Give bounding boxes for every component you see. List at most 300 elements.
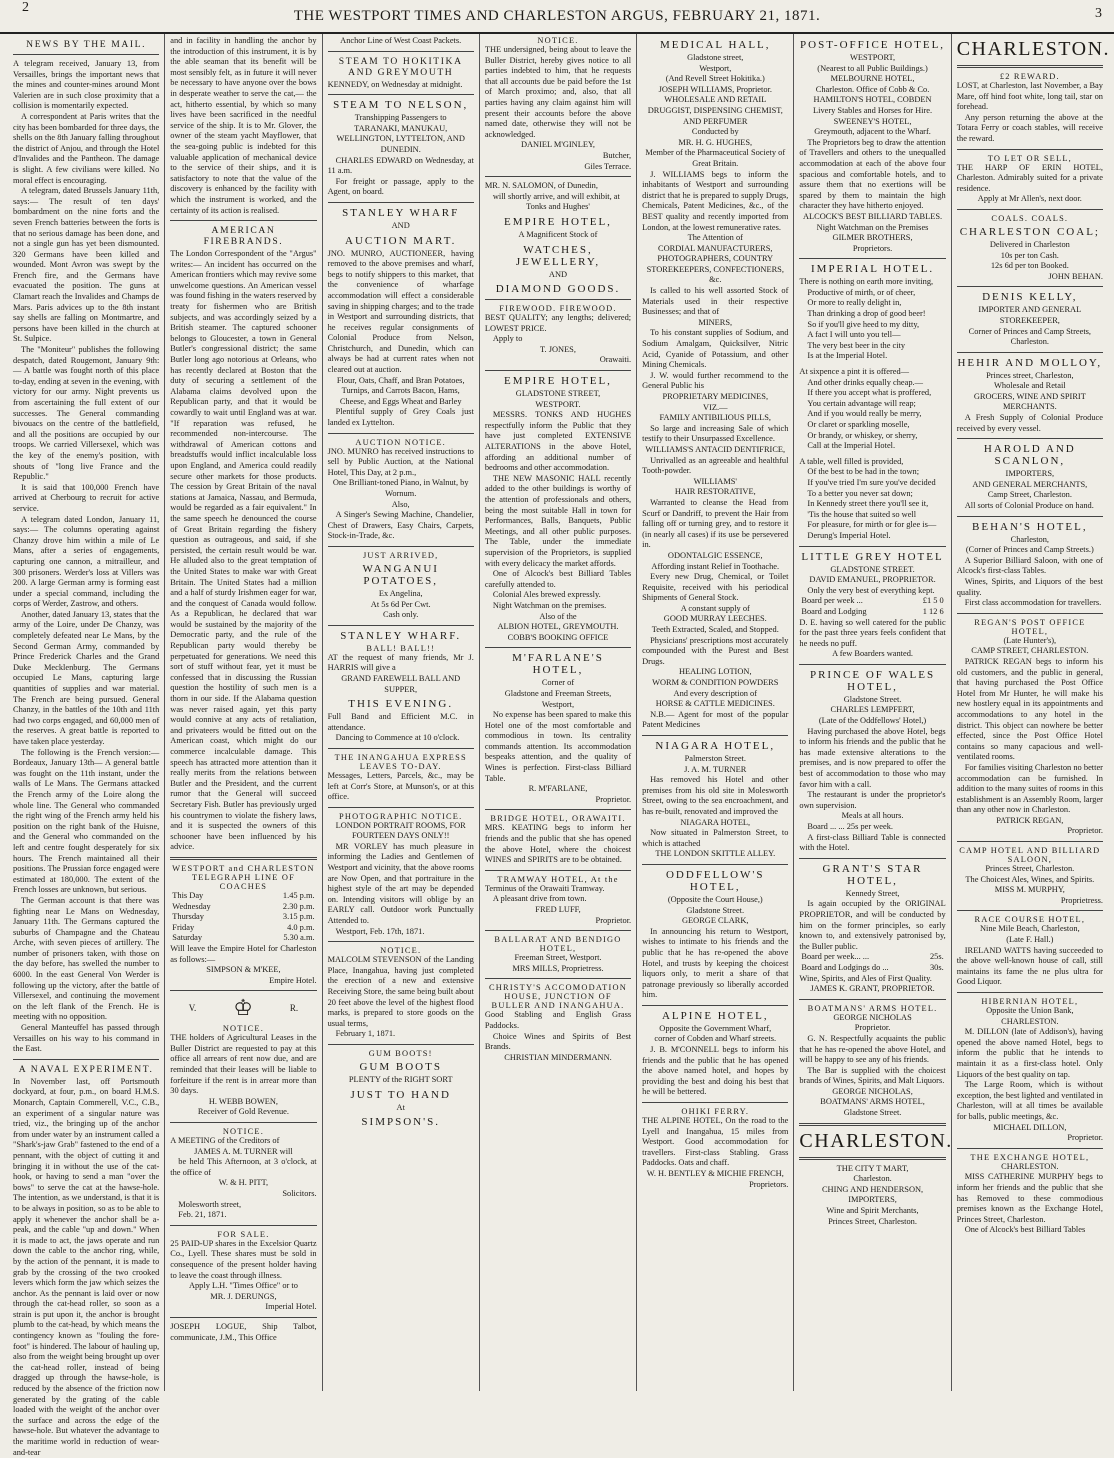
ad-text: Board ... ... 25s per week.	[807, 822, 893, 831]
ad-heading: OHIKI FERRY.	[681, 1107, 750, 1117]
coach-ad-sub: COACHES	[219, 881, 268, 891]
ad-text: Member of the Pharmaceutical Society of Great Britain.	[645, 148, 786, 168]
ad-text: Having purchased the above Hotel, begs to inform his friends and the public that he has made extensive alterations to the premises, and is now prepared to offer the best of accommodation to those who may favor him with a call.	[799, 726, 946, 789]
divider	[328, 1044, 474, 1045]
ad-text: And every description of	[673, 688, 758, 698]
verse-line: Than drinking a drop of good beer!	[807, 309, 926, 319]
ad-text: Only the very best of everything kept.	[807, 585, 935, 595]
divider	[957, 992, 1103, 993]
ad-heading: BALLARAT AND BENDIGO HOTEL,	[494, 935, 622, 954]
ad-text: DAVID EMANUEL, PROPRIETOR.	[809, 575, 936, 585]
ad-text: J. W. would further recommend to the General Public his	[642, 370, 789, 391]
ad-text: Conducted by	[691, 127, 739, 137]
coach-note: Will leave the Empire Hotel for Charleston as follows:—	[170, 943, 317, 964]
ad-text: Proprietor.	[595, 915, 632, 925]
ad-heading: STANLEY WHARF.	[340, 629, 462, 642]
ad-text: GOOD MURRAY LEECHES.	[663, 614, 767, 624]
ad-text: Choice Wines and Spirits of Best Brands.	[484, 1031, 632, 1052]
ad-text: Freeman Street, Westport.	[514, 953, 602, 963]
royal-crest	[170, 995, 316, 1021]
ad-text: ALCOCK'S BEST BILLIARD TABLES.	[802, 211, 943, 221]
ad-text: Now situated in Palmerston Street, to which is attached	[642, 828, 789, 848]
ad-heading: AUCTION MART.	[345, 234, 457, 247]
table-row	[170, 923, 316, 934]
ad-text: Colonial Ales brewed expressly.	[492, 590, 601, 600]
ad-text: Teeth Extracted, Scaled, and Stopped.	[651, 625, 779, 635]
divider	[485, 870, 631, 871]
divider	[485, 930, 631, 931]
for-sale-apply: Apply L.H. "Times Office" or to	[188, 1281, 298, 1291]
article-paragraph: It is said that 100,000 French have arrived at Cherbourg to recruit for active service.	[13, 482, 160, 513]
ad-text: Proprietress.	[1060, 895, 1103, 905]
ad-text: Physicians' prescriptions most accurately compounded with the Purest and Best Drugs.	[642, 635, 789, 666]
notice-name: JAMES A. M. TURNER will	[194, 1146, 293, 1156]
verse-line: Of the best to be had in the town;	[807, 467, 920, 477]
ad-text: Westport,	[541, 699, 575, 709]
ad-text: J. B. M'CONNELL begs to inform his friends and the public that he has opened the above named hotel, and hopes by providing the best and doing his best that he will be bettered.	[642, 1045, 789, 1097]
ad-text: A constant supply of	[680, 603, 750, 613]
imperial-verse	[799, 277, 945, 541]
ad-text: MELBOURNE HOTEL,	[830, 74, 915, 84]
logue-notice: JOSEPH LOGUE, Ship Talbot, communicate, J.M., This Office	[170, 1321, 317, 1342]
ad-text: (Late F. Hall.)	[1006, 935, 1054, 945]
ad-text: W. H. BENTLEY & MICHIE FRENCH,	[646, 1169, 784, 1178]
ad-text: AND	[391, 220, 410, 230]
divider	[328, 748, 474, 749]
ad-text: Gladstone street,	[687, 53, 744, 62]
ad-text: WILLIAMS'	[693, 476, 737, 486]
ad-text: Terminus of the Orawaiti Tramway.	[484, 883, 605, 893]
article-paragraph: and in facility in handling the anchor by the introduction of this instrument, it is by the able seaman that its benefit will be most sensibly felt, as in future it will never be necessary to have anyone over the bows in desperate weather to serve the cat,— the act, hitherto essential, by which so many lives have been sacrificed in the needful service of the ship. It is to Mr. Glover, the owner of the steam yacht Mayflower, that the sea-going public is indebted for this valuable application of mechanical device to the service of their ships, and it is satisfactory to note that the value of the discovery is enhanced by the facility with which the instrument is worked, and the certainty of its action is realised.	[170, 36, 317, 215]
ad-text: Proprietor.	[595, 794, 632, 804]
ad-heading: EMPIRE HOTEL,	[504, 215, 612, 228]
ad-text: MINERS,	[698, 317, 733, 327]
timetable-time: 3.15 p.m.	[282, 912, 315, 922]
ad-text: Gladstone Street.	[843, 694, 902, 704]
ad-text: One of Alcock's best Billiard Tables	[964, 1225, 1086, 1235]
ad-text: IRELAND WATTS having succeeded to the above well-known house of call, still maintains its fame the ne plus ultra for Good Liquor.	[956, 945, 1103, 987]
ad-text: Greymouth, adjacent to the Wharf.	[814, 127, 931, 137]
column-3	[323, 34, 480, 1391]
ad-text: Full Band and Efficient M.C. in attendance.	[327, 712, 474, 732]
for-sale-name: MR. J. DERUNGS,	[210, 1291, 277, 1301]
ad-text: JNO. MUNRO has received instructions to sell by Public Auction, at the National Hotel, This Day, at 2 p.m.,	[327, 446, 474, 477]
column-7	[952, 34, 1111, 1391]
ad-heading: £2 REWARD.	[999, 72, 1060, 81]
ad-text: At 5s 6d Per Cwt.	[370, 599, 431, 609]
ad-text: Gladstone and Freeman Streets,	[504, 688, 612, 698]
ad-heading: M'FARLANE'S HOTEL,	[512, 652, 604, 677]
ad-text: THE CITY T MART,	[836, 1163, 909, 1173]
ad-text: CHING AND HENDERSON, IMPORTERS,	[821, 1184, 924, 1205]
ad-heading: POST-OFFICE HOTEL,	[800, 39, 946, 51]
ad-text: CORDIAL MANUFACTURERS, PHOTOGRAPHERS, COUNTRY STOREKEEPERS, CONFECTIONERS, &c.	[646, 243, 784, 285]
ad-text: AND GENERAL MERCHANTS,	[972, 479, 1088, 489]
ad-text: A Singer's Sewing Machine, Chandelier, Chest of Drawers, Easy Chairs, Carpets, Stock-in-Trade, &c.	[327, 510, 474, 541]
ad-text: The Large Room, which is without exception, the best lighted and ventilated in Charleston, will at all times be available for balls, public meetings, &c.	[956, 1080, 1103, 1121]
notice-title: NOTICE.	[222, 1127, 265, 1137]
heading-naval-experiment: A NAVAL EXPERIMENT.	[18, 1063, 154, 1075]
crest-letter-v: V.	[188, 1003, 197, 1014]
ad-text: GROCERS, WINE AND SPIRIT MERCHANTS.	[973, 391, 1086, 412]
timetable-day: Saturday	[172, 933, 203, 943]
notice-signature: H. WEBB BOWEN,	[208, 1096, 278, 1106]
ad-text: Kennedy Street,	[845, 888, 900, 898]
ad-text: A Magnificent Stock of	[518, 229, 598, 239]
divider	[170, 857, 316, 860]
ad-text: Opposite the Union Bank,	[986, 1006, 1074, 1015]
divider	[957, 286, 1103, 287]
ad-text: Proprietor.	[1067, 826, 1103, 836]
notice-date: Feb. 21, 1871.	[178, 1210, 227, 1220]
divider	[485, 176, 631, 177]
ad-text: CHARLES EDWARD on Wednesday, at 11 a.m.	[327, 155, 474, 176]
article-paragraph: General Manteuffel has passed through Versailles on his way to his command in the East.	[13, 1023, 160, 1054]
ad-text: Westport, Feb. 17th, 1871.	[335, 926, 425, 936]
ad-text: Princes Street, Charleston.	[828, 1216, 917, 1226]
ad-text: Affording instant Relief in Toothache.	[651, 561, 780, 571]
ad-heading: GRANT'S STAR HOTEL,	[822, 862, 923, 887]
ad-text: Night Watchman on the Premises	[816, 222, 929, 232]
ad-heading: STEAM TO NELSON,	[333, 99, 469, 112]
ad-text: Charleston.	[1010, 337, 1050, 347]
timetable-day: Thursday	[172, 912, 204, 922]
article-paragraph: The "Moniteur" publishes the following despatch, dated Rougemont, January 9th:— A battle was fought north of this place to-day, ending at seven in the evening, with victory for our army. Night prevents us from ascertaining the full extent of our successes. The General commanding bivouacs on the centre of the battlefield, and all the positions are occupied by our troops. We carried Villersexel, which was the key of the enemy's position, with shouts of "long live France and the Republic."	[13, 345, 160, 482]
table-row	[799, 963, 945, 974]
ad-text: Nine Mile Beach, Charleston,	[979, 924, 1080, 934]
ad-text: MESSRS. TONKS AND HUGHES respectfully inform the Public that they have just completed EXTENSIVE ALTERATIONS in the above Hotel, affording an additional number of bedrooms and other accommodation.	[484, 410, 632, 473]
ad-text: Wine and Spirit Merchants,	[826, 1206, 919, 1216]
ad-text: JOHN BEHAN.	[1048, 271, 1103, 281]
newspaper-title: THE WESTPORT TIMES AND CHARLESTON ARGUS, FEBRUARY 21, 1871.	[293, 8, 821, 24]
ad-text: Dancing to Commence at 10 o'clock.	[335, 733, 460, 743]
article-paragraph: In November last, off Portsmouth dockyard, at four, p.m., on board H.M.S. Monarch, Captain Commerell, V.C., C.B., an experiment of a singular nature was tried, viz., the bringing up of the anchor from under water by an instrument called a "Shark's-jaw Grab" fastened to the end of a pennant, with the object of cutting it and bringing it in without the use of the cat-hook, or having to send a man "over the bows" to serve the cat at the hawse-hole. The intention, as we understand, is that it is to be always in position, so as to be able to apply it whenever the anchor shall be a-peak, and the cable "up and down." When it is made to act, the jaws operate and run down the cable to the anchor ring, while, by the action of the pennant, it is made to grab by the crossing of the two crooked levers which form the jaw which seizes the anchor. As the pennant is laid over or now through the cat-head roller, so soon as a strain is put upon it, the anchor is brought plumb to the cat-head, by which means the contingency known as "fouling the fore-foot" is hindered. The labour of hauling up, also from the weight being brought up over the cat-head roller, instead of being dragged up through the hawse-hole, is reduced by the absence of the friction now generated by the grating of the cable loaded with the weight of the anchor over the surface and across the edge of the hawse-hole. But whatever the advantage to the maritime world in reduction of wear-and-tear	[13, 1076, 160, 1457]
ad-text: G. N. Respectfully acquaints the public that he has re-opened the above Hotel, and will be happy to see any of his friends.	[799, 1033, 946, 1065]
ad-text: DRUGGIST, DISPENSING CHEMIST, AND PERFUMER	[647, 105, 783, 126]
ad-text: PLENTY of the RIGHT SORT	[348, 1074, 453, 1084]
notice-address: Molesworth street,	[178, 1199, 242, 1209]
ad-text: T. JONES,	[540, 344, 576, 354]
verse-line: So if you'll give heed to my ditty,	[807, 319, 920, 329]
ad-text: Proprietors.	[852, 243, 893, 253]
ad-text: Flour, Oats, Chaff, and Bran Potatoes, Turnips, and Carrots Bacon, Hams, Cheese, and Eggs Wheat and Barley	[336, 375, 465, 406]
ad-text: MR. N. SALOMON, of Dunedin,	[484, 181, 598, 191]
ad-text: MR VORLEY has much pleasure in informing the Ladies and Gentlemen of Westport and vicinity, that the above rooms are Now Open, and that portraiture in the highest style of the art may be depended on. Intending visitors will oblige by an EARLY call. Outdoor work Punctually Attended to.	[327, 841, 474, 926]
ad-text: Warranted to cleanse the Head from Scurf or Dandriff, to prevent the Hair from falling off or turning grey, and to restore it (in nearly all cases) if its use be persevered in.	[642, 497, 789, 550]
ad-text: The restaurant is under the proprietor's own supervision.	[799, 790, 946, 810]
verse-line: Or brandy, or whiskey, or sherry,	[807, 430, 918, 440]
verse-line: You certain advantage will reap;	[807, 398, 916, 408]
price-value: 1 12 6	[922, 606, 944, 616]
ad-text: One of Alcock's best Billiard Tables carefully attended to.	[484, 569, 632, 589]
for-sale-title: FOR SALE.	[217, 1229, 270, 1239]
ad-text: corner of Cobden and Wharf streets.	[654, 1034, 777, 1044]
column-2	[165, 34, 322, 1391]
ad-text: BEST QUALITY; any lengths; delivered; LOWEST PRICE.	[484, 313, 632, 333]
ad-text: (Opposite the Court House,)	[667, 894, 763, 904]
coach-ad-title: WESTPORT and CHARLESTON	[172, 863, 315, 873]
divider	[485, 370, 631, 371]
verse-line: For pleasure, for mirth or for glee is—	[807, 520, 937, 530]
ad-text: Plentiful supply of Grey Coals just landed ex Lyttelton.	[327, 407, 474, 428]
ad-heading: THE EXCHANGE HOTEL,	[970, 1152, 1090, 1162]
ad-text: THE LONDON SKITTLE ALLEY.	[655, 849, 776, 859]
ad-heading: NIAGARA HOTEL,	[655, 740, 776, 752]
divider	[328, 433, 474, 434]
article-paragraph: The German account is that there was fighting near Le Mans on Wednesday, January 11th. The Germans captured the suburbs of Champagne and the Chateau Arche, with seven pieces of artillery. The number of prisoners taken, with those on the day before, has swelled the number to 6000. In the east General Von Werder is following up the victory, after the battle of Villersexel, and continuing the movement on the left flank of the French. He is meeting with no opposition.	[13, 895, 160, 1022]
ad-text: Night Watchman on the premises.	[492, 600, 607, 610]
ad-text: CAMP STREET, CHARLESTON.	[971, 646, 1089, 656]
ad-text: Giles Terrace.	[584, 161, 632, 171]
ad-text: A pleasant drive from town.	[492, 894, 587, 904]
ad-heading: BALL! BALL!!	[366, 643, 435, 653]
ad-heading: BEHAN'S HOTEL,	[972, 520, 1088, 533]
divider	[170, 220, 316, 221]
divider	[328, 94, 474, 95]
ad-text: Wholesale and Retail	[994, 381, 1066, 391]
ad-text: N.B.— Agent for most of the popular Patent Medicines	[642, 709, 789, 730]
ad-text: WORM & CONDITION POWDERS	[652, 678, 779, 688]
ad-text: Gladstone Street.	[843, 1108, 902, 1118]
price-label: Board and Lodgings do ...	[801, 962, 889, 972]
price-label: Board per week... ...	[801, 952, 870, 962]
ad-text: For families visiting Charleston no better accommodation can be furnished. In addition to the many suites of rooms in this establishment is an Assembly Room, larger than any other now in Charleston.	[956, 762, 1103, 815]
ad-text: GLADSTONE STREET,	[515, 389, 601, 399]
ad-heading: MEDICAL HALL,	[660, 39, 771, 51]
ad-text: Charleston,	[1010, 534, 1050, 544]
ad-text: Corner of Princes and Camp Streets,	[968, 326, 1091, 336]
ad-text: Good Stabling and English Grass Paddocks.	[484, 1010, 632, 1030]
ad-text: WILLIAMS'S ANTACID DENTIFRICE,	[645, 444, 786, 454]
divider	[642, 735, 788, 736]
column-6	[794, 34, 951, 1391]
ad-heading: CHRISTY'S ACCOMODATION HOUSE, JUNCTION OF BULLER AND INANGAHUA.	[489, 983, 627, 1011]
notice-text: A MEETING of the Creditors of	[170, 1136, 280, 1146]
ad-heading: IMPERIAL HOTEL.	[811, 263, 935, 276]
ad-heading: LEAVES TO-DAY.	[359, 761, 442, 771]
ad-text: Any person returning the above at the Totara Ferry or coach stables, will receive the reward.	[956, 112, 1103, 143]
heading-american-firebrands: AMERICAN FIREBRANDS.	[203, 225, 284, 248]
ad-text: MICHAEL DILLON,	[993, 1122, 1067, 1132]
ad-text: DANIEL M'GINLEY,	[520, 140, 596, 150]
verse-line: A table, well filled is provided,	[799, 456, 904, 466]
ad-text: will shortly arrive, and will exhibit, at	[492, 191, 620, 201]
notice-title: NOTICE.	[222, 1024, 265, 1034]
column-1	[8, 34, 165, 1457]
section-heading-charleston: CHARLESTON.	[956, 38, 1111, 60]
ad-text: MRS MILLS, Proprietress.	[512, 963, 604, 973]
for-sale-place: Imperial Hotel.	[265, 1302, 317, 1312]
ad-text: AND	[548, 269, 568, 279]
divider	[957, 1148, 1103, 1149]
ad-heading: CAMP HOTEL AND BILLIARD SALOON,	[959, 846, 1101, 865]
divider	[485, 299, 631, 300]
ad-text: PATRICK REGAN,	[996, 815, 1064, 825]
ad-text: TARANAKI, MANUKAU, WELLINGTON, LYTTELTON, AND DUNEDIN.	[336, 123, 465, 154]
ad-text: THE undersigned, being about to leave the Buller District, hereby gives notice to all parties indebted to him, that he requests that all accounts due be paid before the 1st of March proximo; and, also, that all parties having any claim against him will present their accounts before the above named date, otherwise they will not be acknowledged.	[484, 45, 632, 139]
ad-text: Apply at Mr Allen's, next door.	[977, 194, 1082, 204]
divider	[13, 1059, 159, 1060]
ad-text: Is called to his well assorted Stock of Materials used in their respective Businesses; and that of	[642, 286, 789, 317]
table-row	[799, 607, 945, 618]
ad-text: JAMES K. GRANT, PROPRIETOR.	[810, 984, 935, 994]
coach-timetable	[170, 891, 316, 944]
ad-text: Opposite the Government Wharf,	[659, 1023, 772, 1033]
ad-text: FRED LUFF,	[535, 905, 581, 914]
ad-heading: STANLEY WHARF	[342, 206, 460, 219]
verse-line: To a better you never sat down;	[807, 488, 913, 498]
ad-text: The Attention of	[687, 233, 743, 243]
ad-text: WHOLESALE AND RETAIL	[664, 95, 767, 105]
coach-signature-place: Empire Hotel.	[269, 975, 317, 985]
ad-text: JOSEPH WILLIAMS, Proprietor.	[658, 84, 772, 94]
ad-text: The Choicest Ales, Wines, and Spirits.	[965, 874, 1095, 884]
ad-text: WESTPORT,	[849, 53, 896, 62]
verse-line: At sixpence a pint it is offered—	[799, 367, 910, 377]
timetable-day: This Day	[172, 890, 204, 900]
ad-heading: RACE COURSE HOTEL,	[974, 915, 1086, 925]
ad-text: Westport,	[699, 63, 732, 73]
ad-text: Charleston.	[853, 1174, 892, 1184]
timetable-time: 2.30 p.m.	[282, 901, 315, 911]
ad-text: J. WILLIAMS begs to inform the inhabitants of Westport and surrounding district that he is prepared to supply Drugs, Chemicals, Patent Medicines, &c., of the BEST quality and recently imported from London, at the lowest remunerative rates.	[642, 169, 789, 232]
ad-text: GILMER BROTHERS,	[832, 233, 913, 243]
ad-text: PROPRIETARY MEDICINES,	[662, 392, 769, 401]
ad-text: Unrivalled as an agreeable and healthful Tooth-powder.	[642, 455, 789, 476]
ad-text: No expense has been spared to make this Hotel one of the most comfortable and commodious in town. Its centrality commands attention. Its accommodation bespeaks attention, and the quality of Wines is perfection. First-class Billiard Table.	[484, 710, 632, 783]
ad-text: Delivered in Charleston	[989, 239, 1070, 249]
timetable-day: Wednesday	[172, 901, 211, 911]
ad-text: To his constant supplies of Sodium, and Sodium Amalgam, Quicksilver, Nitric Acid, Cyanide of Potassium, and other Mining Chemicals.	[642, 328, 789, 370]
ad-heading: EMPIRE HOTEL,	[504, 375, 612, 388]
ad-text: The Proprietors beg to draw the attention of Travellers and others to the unequalled accommodation at each of the above four spacious and comfortable hotels, and to assure them that no exertions will be spared by them to maintain the high character they have hitherto enjoyed.	[799, 137, 946, 211]
ad-text: GEORGE CLARK,	[681, 916, 749, 926]
divider	[957, 65, 1103, 68]
ad-heading: BRIDGE HOTEL, ORAWAITI.	[490, 814, 626, 824]
ad-text: A first-class Billiard Table is connected with the Hotel.	[799, 832, 946, 853]
ad-text: CHARLES LEMPFERT,	[830, 705, 915, 715]
ad-text: VIZ.—	[703, 402, 728, 412]
notice-firm-role: Solicitors.	[282, 1189, 317, 1198]
ad-text: THE NEW MASONIC HALL recently added to the other buildings is worthy of the attention of professionals and others, being the most suitable Hall in town for Performances, Balls, Banquets, Public Meetings, and all other public purposes. The Table, under the immediate supervision of the Proprietors, is supplied with every delicacy the market affords.	[484, 473, 632, 568]
ad-text: (Corner of Princes and Camp Streets.)	[965, 545, 1094, 555]
ad-text: CHARLESTON.	[1001, 1161, 1059, 1171]
ad-heading: NOTICE.	[537, 36, 579, 45]
ad-heading: TO LET OR SELL,	[987, 153, 1072, 163]
ad-text: (Late of the Oddfellows' Hotel,)	[818, 716, 927, 726]
notice-text: THE holders of Agricultural Leases in the Buller District are requested to pay at this office all arrears of rent now due, and are reminded that their leases will be liable to forfeiture if the rent is in arrear more than 30 days.	[170, 1033, 317, 1096]
ad-heading: FIREWOOD. FIREWOOD.	[499, 304, 617, 314]
table-row	[799, 952, 945, 963]
ad-text: Cash only.	[383, 610, 419, 620]
ad-heading: PRINCE OF WALES HOTEL,	[809, 668, 936, 693]
ad-text: JNO. MUNRO, AUCTIONEER, having removed to the above premises and wharf, begs to notify shippers to this market, that the convenience of wharfage accommodation will effect a considerable saving in shipping charges; and to the trade in Westport and surrounding districts, that he receives regular consignments of Colonial Produce from Nelson, Christchurch, and Dunedin, which can always be had at current rates when not cleared out at auction.	[327, 248, 474, 375]
ad-text: IMPORTER AND GENERAL STOREKEEPER,	[978, 305, 1082, 325]
ad-text: Palmerston Street.	[684, 754, 746, 763]
ad-text: Also of the	[539, 611, 577, 621]
ad-text: WESTPORT.	[535, 399, 581, 409]
ad-text: Charleston. Office of Cobb & Co.	[815, 84, 930, 94]
ad-text: THE ALPINE HOTEL, On the road to the Lyell and Inangahua, 15 miles from Westport. Good accommodation for travellers. First-class Stabling. Grass Paddocks. Oats and chaff.	[642, 1116, 789, 1168]
notice-signature-title: Receiver of Gold Revenue.	[197, 1107, 289, 1117]
coach-ad-sub: TELEGRAPH LINE OF	[191, 872, 296, 882]
ad-text: GLADSTONE STREET.	[830, 564, 915, 574]
verse-line: And if you would really be merry,	[807, 409, 922, 419]
table-row	[170, 891, 316, 902]
verse-line: If there you accept what is proffered,	[807, 388, 932, 398]
divider	[799, 1157, 945, 1160]
ad-heading: COALS. COALS.	[991, 213, 1069, 223]
ad-heading: JUST TO HAND	[350, 1088, 451, 1101]
divider	[328, 807, 474, 808]
ad-text: ALBION HOTEL, GREYMOUTH.	[497, 622, 619, 632]
verse-line: Productive of mirth, or of cheer,	[807, 287, 916, 297]
ad-text: MISS M. MURPHY,	[994, 885, 1065, 895]
ad-text: KENNEDY, on Wednesday at midnight.	[327, 79, 463, 89]
ad-text: HORSE & CATTLE MEDICINES.	[655, 699, 775, 709]
timetable-time: 1.45 p.m.	[282, 890, 315, 900]
ad-text: One Brilliant-toned Piano, in Walnut, by Wornum.	[332, 478, 469, 498]
ad-text: All sorts of Colonial Produce on hand.	[964, 501, 1094, 511]
verse-line: If you've tried I'm sure you've decided	[807, 477, 936, 487]
ad-heading: HEHIR AND MOLLOY,	[957, 356, 1103, 369]
ad-heading: GUM BOOTS!	[368, 1048, 433, 1058]
divider	[957, 149, 1103, 150]
timetable-time: 4.0 p.m.	[287, 922, 315, 932]
price-value: 25s.	[929, 952, 944, 962]
table-row	[799, 596, 945, 607]
ad-text: J. A. M. TURNER	[684, 764, 747, 774]
ad-text: LONDON PORTRAIT ROOMS, FOR FOURTEEN DAYS ONLY!!	[335, 820, 466, 841]
ad-heading: STEAM TO HOKITIKA AND GREYMOUTH	[338, 55, 463, 78]
ad-heading: WATCHES, JEWELLERY,	[515, 243, 601, 268]
divider	[328, 941, 474, 942]
divider	[328, 625, 474, 626]
price-table	[799, 952, 945, 973]
ad-text: Gladstone Street.	[686, 905, 745, 915]
ad-text: D. E. having so well catered for the public for the past three years feels confident that he needs no puff.	[799, 617, 946, 648]
divider	[957, 841, 1103, 842]
divider	[799, 858, 945, 859]
ad-text: HEALING LOTION,	[678, 667, 752, 677]
price-value: 30s.	[929, 962, 944, 972]
divider	[642, 1005, 788, 1006]
divider	[328, 202, 474, 203]
ad-line: Anchor Line of West Coast Packets.	[340, 36, 462, 45]
divider	[170, 1317, 316, 1318]
price-value: £1 5 0	[922, 596, 944, 606]
ad-heading: LITTLE GREY HOTEL	[801, 550, 944, 563]
verse-line: In Kennedy street there you'll see it,	[807, 499, 929, 509]
crown-icon: ♔	[233, 995, 253, 1021]
ad-text: CHARLESTON.	[1001, 1016, 1059, 1026]
verse-line: And other drinks equally cheap.—	[807, 377, 923, 387]
ad-text: GRAND FAREWELL BALL AND SUPPER,	[341, 673, 461, 694]
ad-text: MRS. KEATING begs to inform her friends and the public that she has opened the above Hotel, where the choicest WINES and SPIRITS are to be obtained.	[484, 823, 632, 865]
divider	[170, 990, 316, 991]
table-row	[170, 912, 316, 923]
heading-news-by-mail: NEWS BY THE MAIL.	[26, 39, 147, 50]
article-paragraph: A correspondent at Paris writes that the city has been bombarded for three days, the shells on the 8th January falling throughout the district of Anjou, and through the Hotel d'Invalides and the Pantheon. The damage is slight. A few civilians were killed. No moral effect is encouraging.	[13, 111, 160, 185]
divider	[485, 647, 631, 648]
ad-text: SWEENEY'S HOTEL,	[833, 116, 912, 126]
divider	[642, 864, 788, 865]
ad-text: GEORGE NICHOLAS,	[832, 1086, 913, 1096]
article-paragraph: A telegram received, January 13, from Versailles, brings the important news that the mines and counter-mines around Mont Valerien are in such close proximity that a collision is momentarily expected.	[13, 59, 160, 111]
ad-text: R. M'FARLANE,	[528, 784, 588, 794]
notice-firm: W. & H. PITT,	[218, 1178, 269, 1188]
ad-text: Also,	[391, 499, 410, 509]
